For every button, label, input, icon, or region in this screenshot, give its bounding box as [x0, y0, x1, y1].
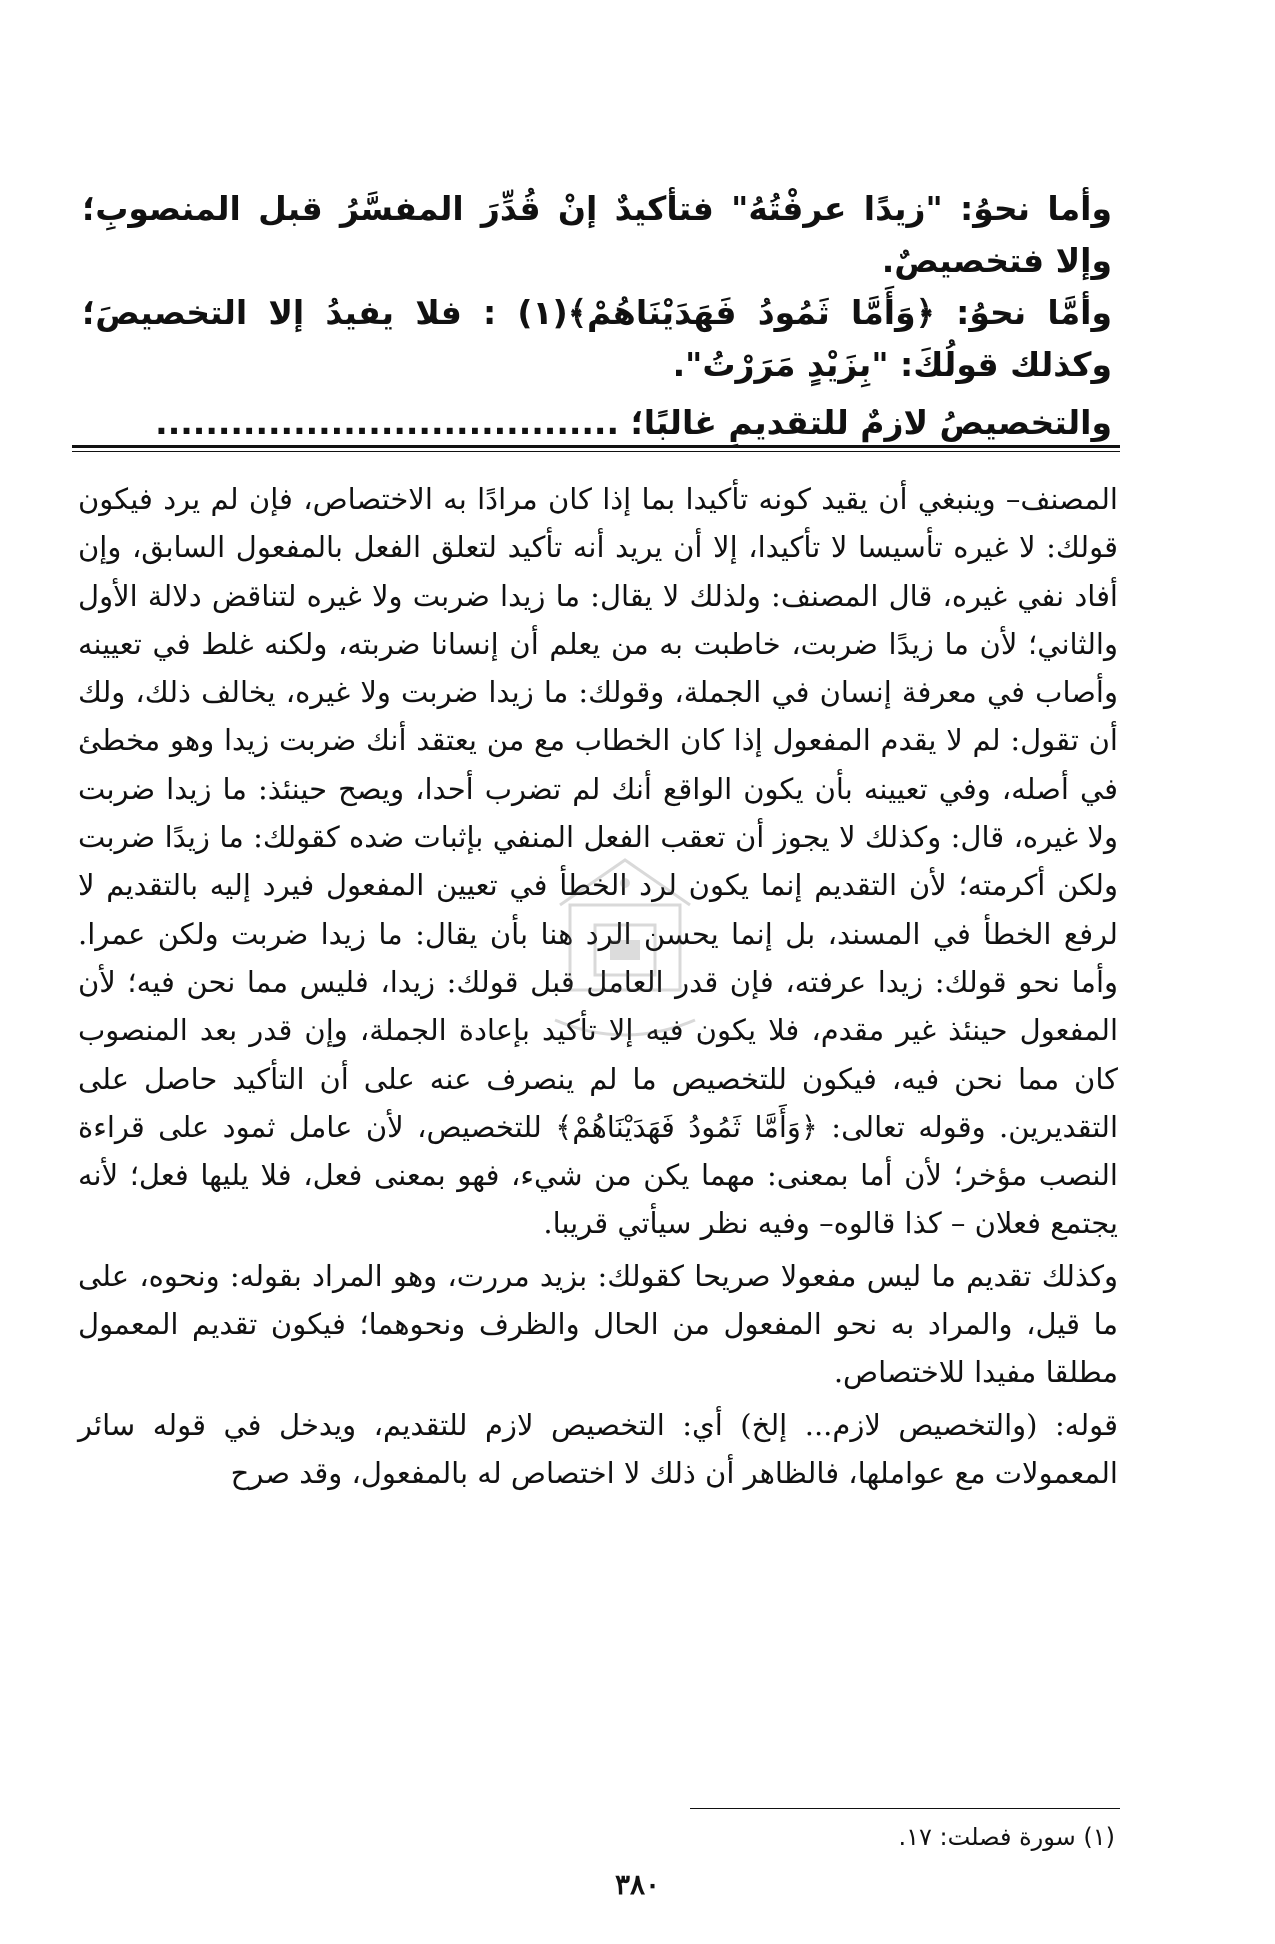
main-text-block — [82, 183, 1112, 449]
page-number: ٣٨٠ — [614, 1868, 661, 1901]
main-text-line-2: وأمَّا نحوُ: ﴿وَأَمَّا ثَمُودُ فَهَدَيْنَاهُمْ﴾(١) : فلا يفيدُ إلا التخصيصَ؛ وكذلك قولُكَ: "بِزَيْدٍ مَرَرْتُ". — [82, 293, 1113, 384]
commentary-paragraph-3: قوله: (والتخصيص لازم... إلخ) أي: التخصيص لازم للتقديم، ويدخل في قوله سائر المعمولات مع عواملها، فالظاهر أن ذلك لا اختصاص له بالمفعول، وقد صرح — [78, 1407, 1118, 1490]
main-text-line-3: والتخصيصُ لازمٌ للتقديمِ غالبًا؛ ..................................... — [155, 403, 1112, 442]
main-text-line-1: وأما نحوُ: "زيدًا عرفْتُهُ" فتأكيدٌ إنْ قُدِّرَ المفسَّرُ قبل المنصوبِ؛ وإلا فتخصيصٌ. — [82, 189, 1112, 280]
commentary-paragraph-2: وكذلك تقديم ما ليس مفعولا صريحا كقولك: بزيد مررت، وهو المراد بقوله: ونحوه، على ما قيل، والمراد به نحو المفعول من الحال والظرف ونحوهما؛ فيكون تقديم المعمول مطلقا مفيدا للاختصاص. — [78, 1258, 1118, 1390]
footnote: (١) سورة فصلت: ١٧. — [898, 1823, 1115, 1851]
footnote-separator — [690, 1808, 1120, 1809]
separator-thin-line — [72, 451, 1120, 452]
commentary-block — [78, 475, 1118, 1497]
separator-thick-line — [72, 445, 1120, 448]
commentary-paragraph-1: المصنف– وينبغي أن يقيد كونه تأكيدا بما إذا كان مرادًا به الاختصاص، فإن لم يرد فيكون قولك: لا غيره تأسيسا لا تأكيدا، إلا أن يريد أنه تأكيد لتعلق الفعل بالمفعول السابق، وإن أفاد نفي غيره، قال المصنف: ولذلك لا يقال: ما زيدا ضربت ولا غيره لتناقض دلالة الأول والثاني؛ لأن ما زيدًا ضربت، خاطبت به من يعلم أن إنسانا ضربته، ولكنه غلط في تعيينه وأصاب في معرفة إنسان في الجملة، وقولك: ما زيدا ضربت ولا غيره، يخالف ذلك، ولك أن تقول: لم لا يقدم المفعول إذا كان الخطاب مع من يعتقد أنك ضربت زيدا وهو مخطئ في أصله، وفي تعيينه بأن يكون الواقع أنك لم تضرب أحدا، ويصح حينئذ: ما زيدا ضربت ولا غيره، قال: وكذلك لا يجوز أن تعقب الفعل المنفي بإثبات ضده كقولك: ما زيدًا ضربت ولكن أكرمته؛ لأن التقديم إنما يكون لرد الخطأ في تعيين المفعول فيرد إليه بالتقديم لا لرفع الخطأ في المسند، بل إنما يحسن الرد هنا بأن يقال: ما زيدا ضربت ولكن عمرا. وأما نحو قولك: زيدا عرفته، فإن قدر العامل قبل قولك: زيدا، فليس مما نحن فيه؛ لأن المفعول حينئذ غير مقدم، فلا يكون فيه إلا تأكيد بإعادة الجملة، وإن قدر بعد المنصوب كان مما نحن فيه، فيكون للتخصيص ما لم ينصرف عنه على أن التأكيد حاصل على التقديرين. وقوله تعالى: ﴿وَأَمَّا ثَمُودُ فَهَدَيْنَاهُمْ﴾ للتخصيص، لأن عامل ثمود على قراءة النصب مؤخر؛ لأن أما بمعنى: مهما يكن من شيء، فهو بمعنى فعل، فلا يليها فعل؛ لأنه يجتمع فعلان – كذا قالوه– وفيه نظر سيأتي قريبا. — [78, 482, 1118, 1241]
